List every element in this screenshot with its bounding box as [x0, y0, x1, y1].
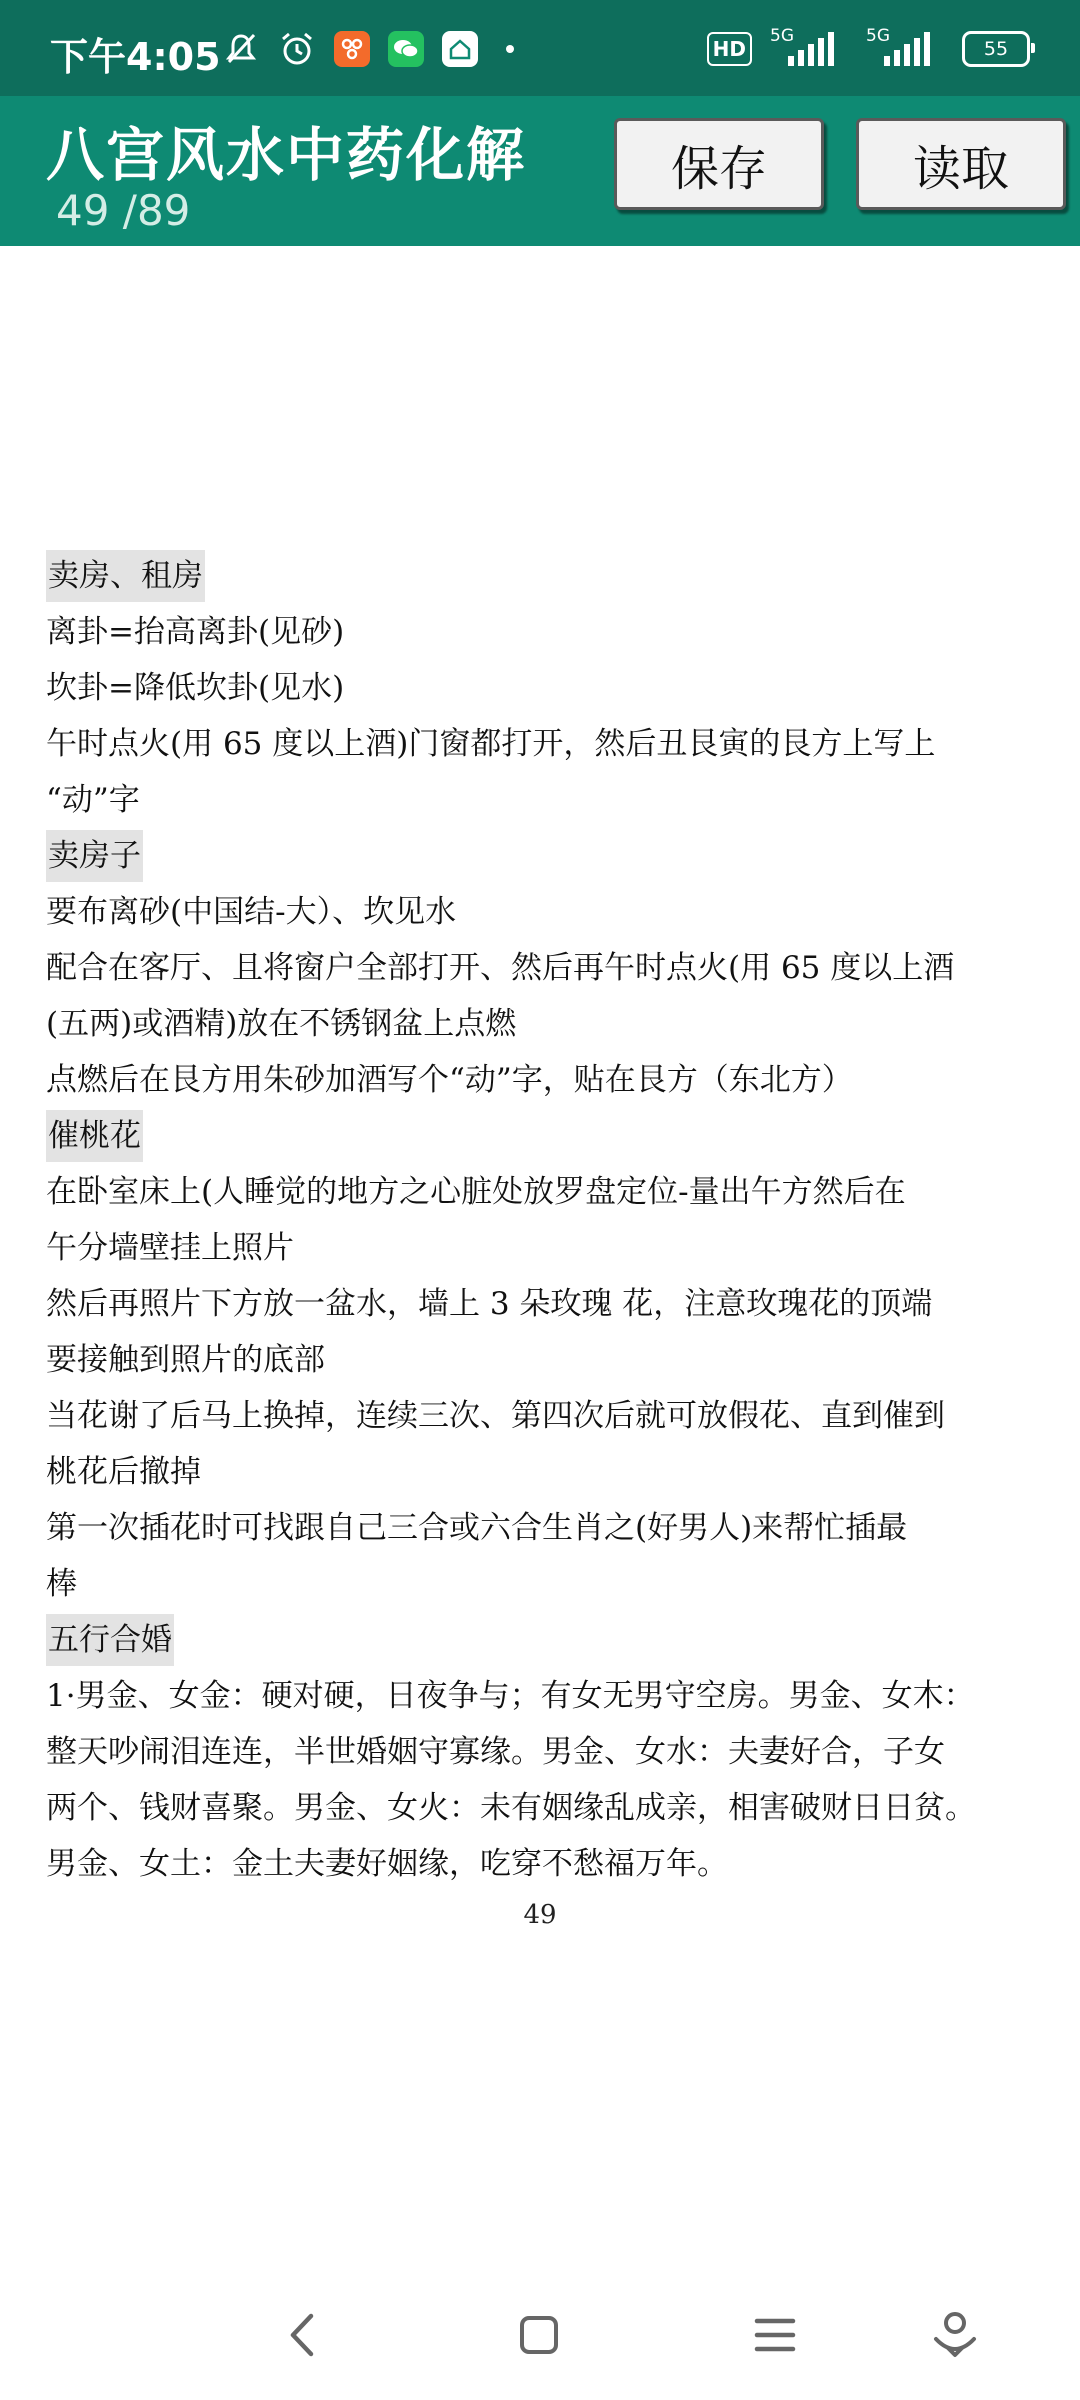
- paragraph-text: 棒: [46, 1566, 77, 1602]
- notification-icons: [222, 30, 514, 68]
- home-app-icon: [442, 31, 478, 67]
- signal-icon-1: [770, 26, 848, 68]
- paragraph-text: 坎卦=降低坎卦(见水): [46, 670, 345, 706]
- section-heading-row: [46, 828, 1036, 884]
- text-line: [46, 1164, 1036, 1220]
- text-line: [46, 660, 1036, 716]
- text-line: [46, 1556, 1036, 1612]
- text-line: [46, 884, 1036, 940]
- paragraph-text: 离卦=抬高离卦(见砂): [46, 614, 345, 650]
- paragraph-text: 然后再照片下方放一盆水，墙上 3 朵玫瑰 花，注意玫瑰花的顶端: [46, 1286, 933, 1322]
- paragraph-text: 午时点火(用 65 度以上酒)门窗都打开，然后丑艮寅的艮方上写上: [46, 726, 936, 762]
- section-heading-row: [46, 1108, 1036, 1164]
- alarm-icon: [278, 30, 316, 68]
- paragraph-text: 配合在客厅、且将窗户全部打开、然后再午时点火(用 65 度以上酒: [46, 950, 955, 986]
- navigation-bar: [0, 2290, 1080, 2380]
- text-line: [46, 1052, 1036, 1108]
- text-line: [46, 1500, 1036, 1556]
- text-line: [46, 604, 1036, 660]
- wechat-icon: [388, 31, 424, 67]
- paragraph-text: “动”字: [46, 782, 140, 818]
- section-heading: 卖房子: [46, 830, 143, 882]
- section-heading: 五行合婚: [46, 1614, 174, 1666]
- paragraph-text: 桃花后撤掉: [46, 1454, 201, 1490]
- paragraph-text: 1·男金、女金：硬对硬，日夜争与；有女无男守空房。男金、女木：: [46, 1678, 975, 1714]
- paragraph-text: 两个、钱财喜聚。男金、女火：未有姻缘乱成亲，相害破财日日贫。: [46, 1790, 976, 1826]
- paragraph-text: 男金、女土：金土夫妻好姻缘，吃穿不愁福万年。: [46, 1846, 728, 1882]
- app-icon: [334, 31, 370, 67]
- section-heading-row: [46, 548, 1036, 604]
- paragraph-text: 点燃后在艮方用朱砂加酒写个“动”字，贴在艮方（东北方）: [46, 1062, 853, 1098]
- app-header: [0, 96, 1080, 246]
- signal-2-label: 5G: [866, 26, 890, 46]
- battery-level: 55: [983, 38, 1009, 60]
- paragraph-text: 要布离砂(中国结-大）、坎见水: [46, 894, 457, 930]
- paragraph-text: 要接触到照片的底部: [46, 1342, 325, 1378]
- document-page: [46, 548, 1036, 1892]
- assistant-icon[interactable]: [920, 2300, 990, 2370]
- paragraph-text: 当花谢了后马上换掉，连续三次、第四次后就可放假花、直到催到: [46, 1398, 945, 1434]
- mute-icon: [222, 30, 260, 68]
- text-line: [46, 1220, 1036, 1276]
- paragraph-text: 整天吵闹泪连连，半世婚姻守寡缘。男金、女水：夫妻好合，子女: [46, 1734, 945, 1770]
- text-line: [46, 940, 1036, 996]
- paragraph-text: (五两)或酒精)放在不锈钢盆上点燃: [46, 1006, 517, 1042]
- text-line: [46, 1276, 1036, 1332]
- system-indicators: [707, 26, 1030, 68]
- paragraph-text: 第一次插花时可找跟自己三合或六合生肖之(好男人)来帮忙插最: [46, 1510, 908, 1546]
- text-line: [46, 1444, 1036, 1500]
- status-time: 下午4:05: [50, 35, 221, 79]
- battery-icon: [962, 31, 1030, 67]
- menu-icon[interactable]: [740, 2300, 810, 2370]
- home-icon[interactable]: [504, 2300, 574, 2370]
- hd-voice-badge: HD: [707, 32, 752, 66]
- page-indicator: 49 /89: [56, 186, 191, 235]
- text-line: [46, 716, 1036, 772]
- text-line: [46, 996, 1036, 1052]
- signal-icon-2: [866, 26, 944, 68]
- text-line: [46, 1780, 1036, 1836]
- text-line: [46, 1836, 1036, 1892]
- text-line: [46, 772, 1036, 828]
- signal-1-label: 5G: [770, 26, 794, 46]
- save-button[interactable]: 保存: [614, 118, 824, 210]
- text-line: [46, 1724, 1036, 1780]
- section-heading-row: [46, 1612, 1036, 1668]
- text-line: [46, 1668, 1036, 1724]
- load-button[interactable]: 读取: [856, 118, 1066, 210]
- app-title: 八宫风水中药化解: [46, 121, 527, 189]
- page-number: 49: [523, 1900, 557, 1930]
- text-line: [46, 1388, 1036, 1444]
- paragraph-text: 午分墙壁挂上照片: [46, 1230, 294, 1266]
- text-line: [46, 1332, 1036, 1388]
- section-heading: 催桃花: [46, 1110, 143, 1162]
- section-heading: 卖房、租房: [46, 550, 205, 602]
- paragraph-text: 在卧室床上(人睡觉的地方之心脏处放罗盘定位-量出午方然后在: [46, 1174, 906, 1210]
- status-bar: [0, 0, 1080, 100]
- more-notifications-dot: [506, 45, 514, 53]
- back-icon[interactable]: [268, 2300, 338, 2370]
